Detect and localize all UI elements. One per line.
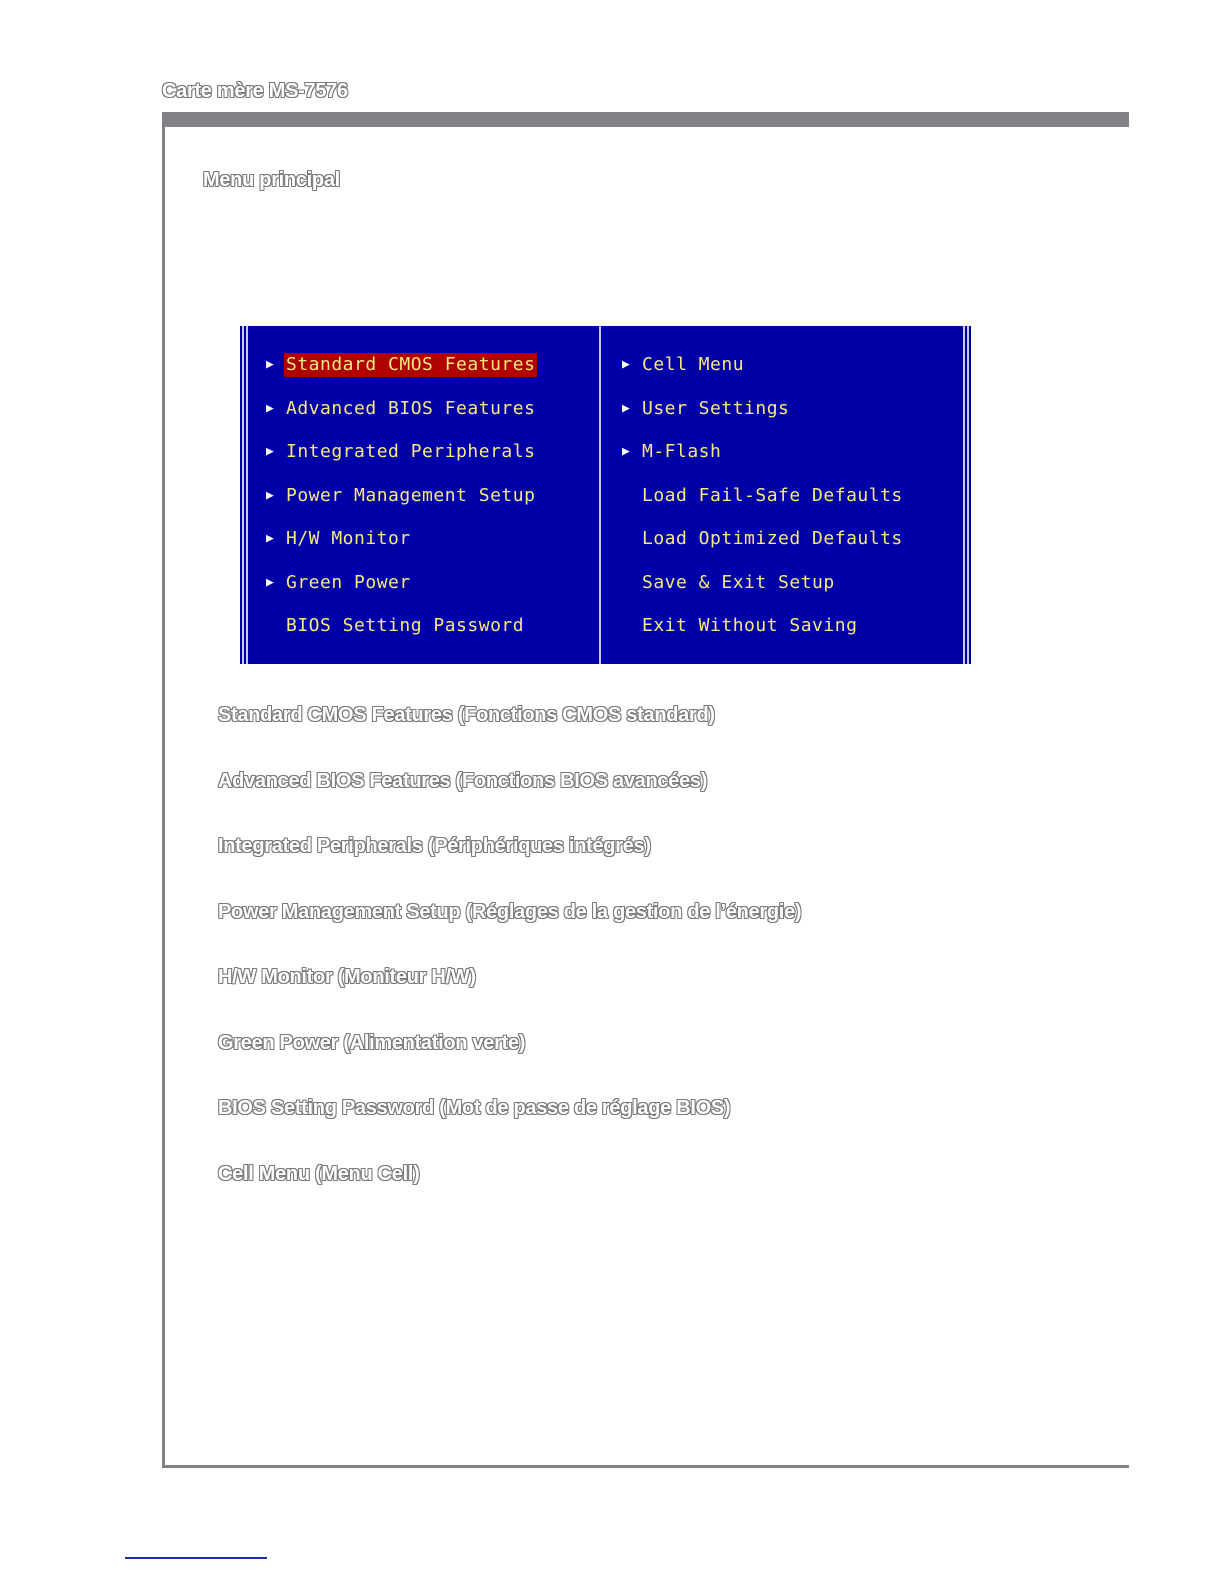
bios-border-left-outer (242, 326, 244, 664)
menu-description-item: BIOS Setting Password (Mot de passe de réglage BIOS) (218, 1097, 731, 1119)
bios-column-divider (599, 326, 601, 664)
bios-left-menu-item-label: Standard CMOS Features (286, 354, 536, 375)
bios-right-menu-item-label: Save & Exit Setup (642, 571, 835, 593)
section-title: Menu principal (203, 169, 340, 191)
bios-right-menu-item-label: M-Flash (642, 441, 722, 462)
bios-border-right-inner (963, 326, 965, 664)
bottom-rule (162, 1465, 1129, 1468)
submenu-arrow-icon: ▶ (266, 400, 275, 416)
bios-right-menu-item-label: Load Optimized Defaults (642, 528, 903, 549)
submenu-arrow-icon: ▶ (622, 357, 631, 372)
bios-right-menu-item-label: User Settings (642, 397, 790, 419)
menu-description-item: Integrated Peripherals (Périphériques intégrés) (218, 835, 651, 857)
footer-line (125, 1557, 267, 1559)
menu-description-item: Advanced BIOS Features (Fonctions BIOS avancées) (218, 769, 708, 792)
bios-left-menu-item-label: H/W Monitor (286, 528, 411, 549)
bios-left-menu-item-label: Green Power (286, 571, 411, 593)
submenu-arrow-icon: ▶ (266, 487, 275, 503)
left-rule (162, 112, 165, 1468)
bios-left-menu-item-label: Integrated Peripherals (286, 441, 536, 462)
submenu-arrow-icon: ▶ (266, 531, 275, 546)
bios-border-left-inner (246, 326, 248, 664)
bios-left-menu-item-label: Power Management Setup (286, 484, 536, 506)
submenu-arrow-icon: ▶ (266, 574, 275, 590)
submenu-arrow-icon: ▶ (622, 400, 631, 416)
bios-left-menu-item-label: Advanced BIOS Features (286, 397, 536, 419)
submenu-arrow-icon: ▶ (266, 357, 275, 372)
submenu-arrow-icon: ▶ (622, 444, 631, 459)
submenu-arrow-icon: ▶ (266, 444, 275, 459)
bios-right-menu-item-label: Cell Menu (642, 354, 745, 375)
menu-description-item: Green Power (Alimentation verte) (218, 1031, 526, 1054)
bios-right-menu-item-label: Load Fail-Safe Defaults (642, 484, 903, 506)
bios-left-menu-item-label: BIOS Setting Password (286, 615, 525, 636)
bios-border-right-outer (967, 326, 969, 664)
header-bar (162, 112, 1129, 127)
bios-right-menu-item-label: Exit Without Saving (642, 615, 858, 636)
menu-description-item: Standard CMOS Features (Fonctions CMOS standard) (218, 704, 715, 726)
page-header-title: Carte mère MS-7576 (162, 80, 348, 102)
menu-description-item: Cell Menu (Menu Cell) (218, 1162, 420, 1185)
menu-description-item: H/W Monitor (Moniteur H/W) (218, 966, 476, 988)
menu-description-item: Power Management Setup (Réglages de la gestion de l’énergie) (218, 900, 802, 923)
bios-main-menu-screen (240, 326, 971, 664)
